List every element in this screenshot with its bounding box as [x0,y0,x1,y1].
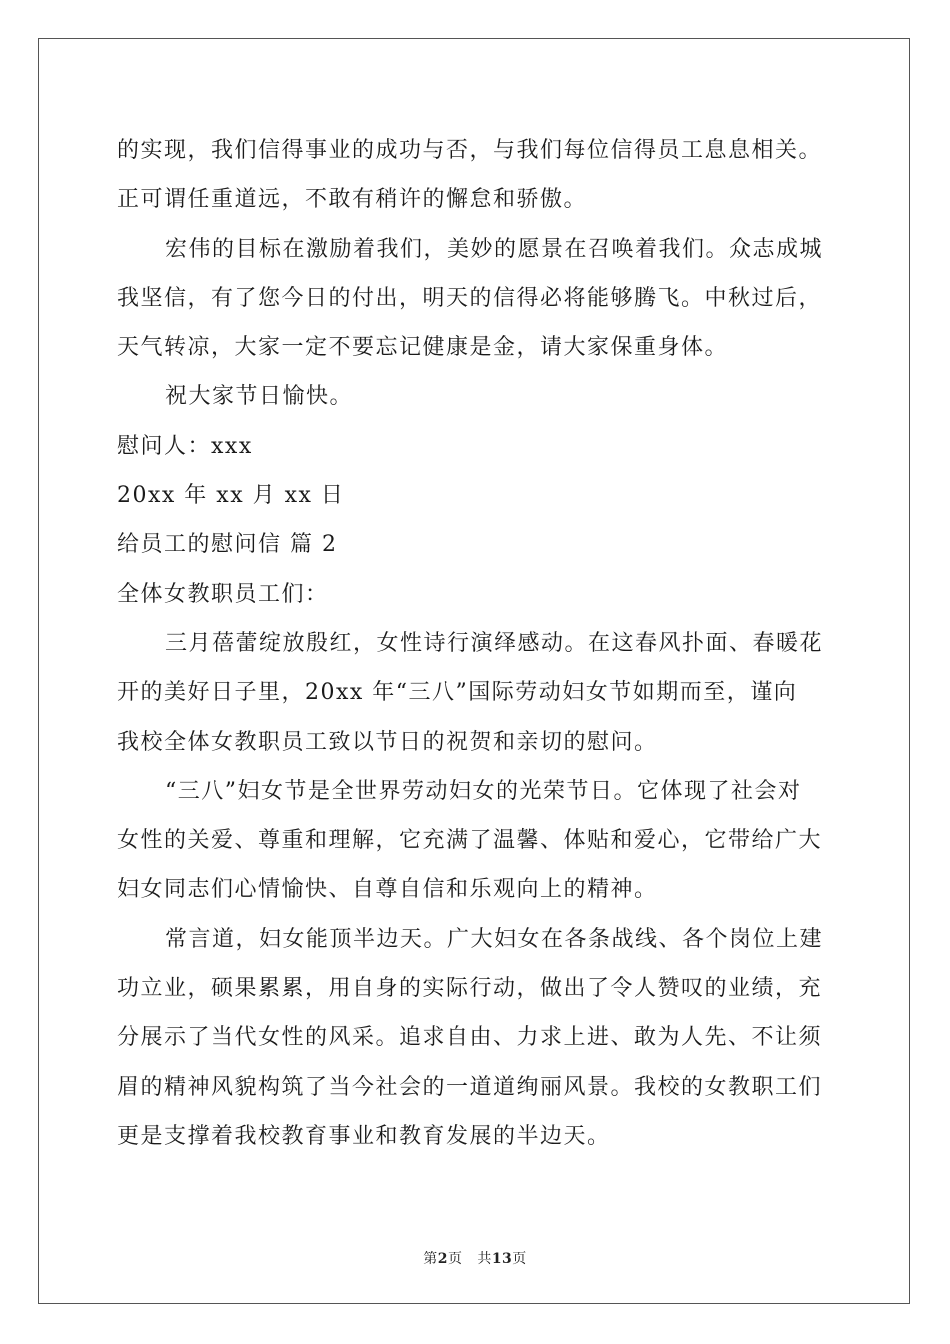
total-suffix: 页 [512,1251,527,1267]
text-line: 女性的关爱、尊重和理解，它充满了温馨、体贴和爱心，它带给广大 [117,828,823,854]
total-prefix: 共 [477,1251,492,1267]
page-number: 2 [437,1251,448,1267]
page-suffix: 页 [447,1251,463,1267]
text-line: 眉的精神风貌构筑了当今社会的一道道绚丽风景。我校的女教职工们 [117,1074,823,1100]
page-footer [0,1248,950,1268]
salutation-line: 全体女教职员工们： [117,581,329,607]
text-line: 功立业，硕果累累，用自身的实际行动，做出了令人赞叹的业绩，充 [117,976,823,1002]
text-line: 更是支撑着我校教育事业和教育发展的半边天。 [117,1123,611,1149]
signature-line: 慰问人：xxx [117,433,253,459]
text-line: 宏伟的目标在激励着我们，美妙的愿景在召唤着我们。众志成城 [165,236,824,262]
section-title: 给员工的慰问信 篇 2 [117,532,338,558]
text-line: 常言道，妇女能顶半边天。广大妇女在各条战线、各个岗位上建 [165,926,824,952]
text-line: 开的美好日子里，20xx 年“三八”国际劳动妇女节如期而至，谨向 [117,680,798,706]
page-prefix: 第 [423,1251,438,1267]
text-line: 我校全体女教职员工致以节日的祝贺和亲切的慰问。 [117,729,658,755]
text-line: 的实现，我们信得事业的成功与否，与我们每位信得员工息息相关。 [117,138,823,163]
text-line: “三八”妇女节是全世界劳动妇女的光荣节日。它体现了社会对 [165,778,802,804]
date-line: 20xx 年 xx 月 xx 日 [117,483,345,509]
text-line: 分展示了当代女性的风采。追求自由、力求上进、敢为人先、不让须 [117,1025,823,1051]
total-pages: 13 [491,1251,513,1267]
text-line: 祝大家节日愉快。 [165,384,354,410]
text-line: 妇女同志们心情愉快、自尊自信和乐观向上的精神。 [117,877,658,903]
text-line: 正可谓任重道远，不敢有稍许的懈怠和骄傲。 [117,187,588,213]
text-line: 三月蓓蕾绽放殷红，女性诗行演绎感动。在这春风扑面、春暖花 [165,630,824,656]
text-line: 我坚信，有了您今日的付出，明天的信得必将能够腾飞。中秋过后， [117,285,823,311]
document-body [117,126,837,1161]
text-line: 天气转凉，大家一定不要忘记健康是金，请大家保重身体。 [117,335,729,361]
